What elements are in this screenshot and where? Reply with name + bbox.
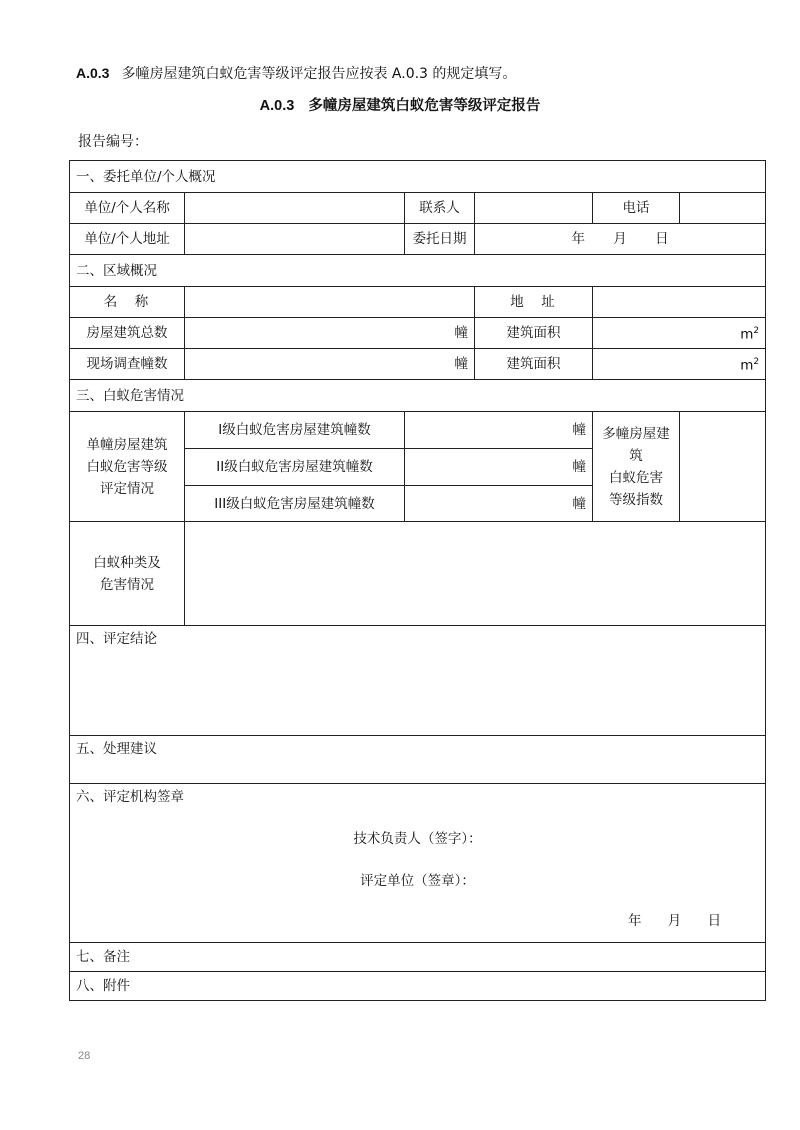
- unit-seal-line[interactable]: 评定单位（签章）：: [360, 873, 475, 889]
- report-form-table: [69, 160, 766, 1001]
- section-3-heading: 三、白蚁危害情况: [70, 380, 766, 412]
- section-7-remarks[interactable]: [70, 943, 766, 972]
- level-3-label: III级白蚁危害房屋建筑幢数: [185, 486, 405, 522]
- multi-building-index-label: [593, 412, 680, 522]
- date-year: 年: [628, 913, 642, 929]
- commission-date-label: 委托日期: [405, 224, 475, 255]
- report-number-label: 报告编号：: [78, 134, 148, 150]
- area-address-label: 地 址: [475, 287, 593, 318]
- signature-date-line[interactable]: [76, 910, 759, 932]
- label-line: 评定情况: [100, 480, 154, 497]
- surveyed-buildings-label: 现场调查幢数: [70, 349, 185, 380]
- floor-area-label: 建筑面积: [475, 318, 593, 349]
- label-line: 白蚁危害: [609, 469, 663, 486]
- area-address-field[interactable]: [593, 287, 766, 318]
- section-7-heading: 七、备注: [76, 949, 130, 965]
- label-line: 多幢房屋建筑: [602, 425, 670, 464]
- client-name-field[interactable]: [185, 193, 405, 224]
- area-name-label: 名 称: [70, 287, 185, 318]
- floor-area-label-2: 建筑面积: [475, 349, 593, 380]
- date-month: 月: [667, 913, 682, 929]
- section-1-heading: 一、委托单位/个人概况: [70, 161, 766, 193]
- unit-zhuang: 幢: [572, 422, 586, 438]
- section-2-heading: 二、区域概况: [70, 255, 766, 287]
- level-1-field[interactable]: [405, 412, 593, 449]
- level-3-field[interactable]: [405, 486, 593, 522]
- contact-label: 联系人: [405, 193, 475, 224]
- table-title: [0, 94, 800, 115]
- total-buildings-field[interactable]: [185, 318, 475, 349]
- unit-zhuang: 幢: [454, 325, 468, 341]
- date-day: 日: [655, 231, 669, 247]
- area-unit: m: [740, 326, 754, 343]
- section-8-attachments[interactable]: [70, 972, 766, 1001]
- level-2-label: II级白蚁危害房屋建筑幢数: [185, 449, 405, 486]
- area-unit-exponent: 2: [753, 357, 760, 368]
- multi-building-index-field[interactable]: [680, 412, 766, 522]
- label-line: 单幢房屋建筑: [86, 436, 168, 453]
- date-month: 月: [613, 231, 627, 247]
- area-unit: m: [740, 357, 754, 374]
- phone-label: 电话: [593, 193, 680, 224]
- intro-text: 多幢房屋建筑白蚁危害等级评定报告应按表 A.0.3 的规定填写。: [121, 66, 517, 82]
- single-building-assessment-label: [70, 412, 185, 522]
- floor-area-field[interactable]: [593, 318, 766, 349]
- total-buildings-label: 房屋建筑总数: [70, 318, 185, 349]
- section-6-signature: [70, 784, 766, 943]
- termite-species-field[interactable]: [185, 522, 766, 626]
- phone-field[interactable]: [680, 193, 766, 224]
- tech-lead-signature-line[interactable]: 技术负责人（签字）：: [353, 831, 482, 847]
- intro-line: [76, 63, 516, 83]
- label-line: 白蚁种类及: [93, 554, 161, 571]
- section-5-heading: 五、处理建议: [76, 741, 157, 757]
- termite-species-label: [70, 522, 185, 626]
- section-4-conclusion[interactable]: [70, 626, 766, 736]
- unit-zhuang: 幢: [572, 459, 586, 475]
- contact-field[interactable]: [475, 193, 593, 224]
- client-address-label: 单位/个人地址: [70, 224, 185, 255]
- section-6-heading: 六、评定机构签章: [76, 789, 184, 805]
- label-line: 白蚁危害等级: [86, 458, 168, 475]
- section-4-heading: 四、评定结论: [76, 631, 157, 647]
- unit-zhuang: 幢: [572, 495, 586, 512]
- date-day: 日: [707, 913, 722, 929]
- label-line: 等级指数: [609, 491, 663, 508]
- intro-number: A.0.3: [76, 65, 110, 81]
- client-address-field[interactable]: [185, 224, 405, 255]
- commission-date-field[interactable]: [475, 224, 766, 255]
- client-name-label: 单位/个人名称: [70, 193, 185, 224]
- page-number: 28: [78, 1050, 91, 1062]
- table-title-number: A.0.3: [259, 98, 295, 114]
- label-line: 危害情况: [100, 576, 154, 593]
- level-1-label: I级白蚁危害房屋建筑幢数: [185, 412, 405, 449]
- surveyed-buildings-field[interactable]: [185, 349, 475, 380]
- date-year: 年: [571, 231, 585, 247]
- section-8-heading: 八、附件: [76, 978, 130, 994]
- section-5-suggestions[interactable]: [70, 736, 766, 784]
- level-2-field[interactable]: [405, 449, 593, 486]
- area-unit-exponent: 2: [753, 326, 760, 337]
- floor-area-field-2[interactable]: [593, 349, 766, 380]
- area-name-field[interactable]: [185, 287, 475, 318]
- table-title-text: 多幢房屋建筑白蚁危害等级评定报告: [308, 98, 541, 114]
- unit-zhuang: 幢: [454, 356, 468, 372]
